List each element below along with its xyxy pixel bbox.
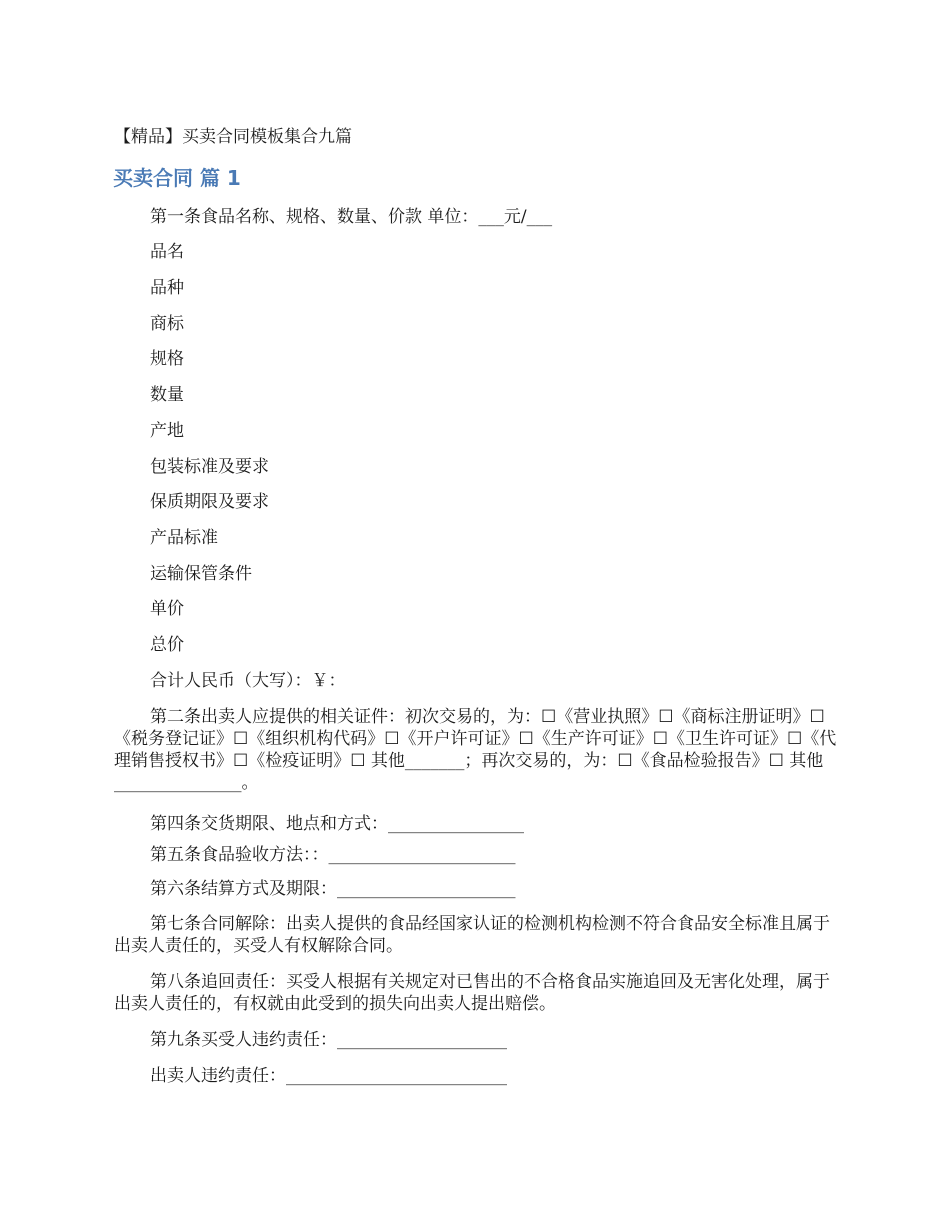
list-item: 规格 xyxy=(150,349,184,369)
list-item: 单价 xyxy=(150,599,184,619)
list-item: 商标 xyxy=(150,314,184,334)
article-6: 第六条结算方式及期限：_____________________ xyxy=(150,879,516,899)
article-2: 第二条出卖人应提供的相关证件：初次交易的，为：☐《营业执照》☐《商标注册证明》☐《税务登记证》☐《组织机构代码》☐《开户许可证》☐《生产许可证》☐《卫生许可证》☐《代理销售授权书》☐《检疫证明》☐ 其他_______；再次交易的，为：☐《食品检验报告》☐ 其他_______________。 xyxy=(114,707,837,793)
list-item: 品种 xyxy=(150,278,184,298)
list-item: 保质期限及要求 xyxy=(150,492,269,512)
list-item: 品名 xyxy=(150,242,184,262)
list-item: 数量 xyxy=(150,385,184,405)
article-7: 第七条合同解除：出卖人提供的食品经国家认证的检测机构检测不符合食品安全标准且属于出卖人责任的，买受人有权解除合同。 xyxy=(114,914,830,956)
article-8: 第八条追回责任：买受人根据有关规定对已售出的不合格食品实施追回及无害化处理，属于出卖人责任的，有权就由此受到的损失向出卖人提出赔偿。 xyxy=(114,972,830,1014)
list-item: 总价 xyxy=(150,635,184,655)
section-heading: 买卖合同 篇 1 xyxy=(113,166,241,190)
list-item: 产品标准 xyxy=(150,528,218,548)
document-title: 【精品】买卖合同模板集合九篇 xyxy=(114,127,352,147)
article-4: 第四条交货期限、地点和方式：________________ xyxy=(150,814,524,834)
list-item: 产地 xyxy=(150,421,184,441)
article-9: 第九条买受人违约责任：____________________ xyxy=(150,1030,507,1050)
article-1: 第一条食品名称、规格、数量、价款 单位：___元/___ xyxy=(150,207,553,227)
article-5: 第五条食品验收方法：：______________________ xyxy=(150,845,516,865)
list-item: 包装标准及要求 xyxy=(150,457,269,477)
total-rmb: 合计人民币（大写）：￥： xyxy=(150,671,346,691)
list-item: 运输保管条件 xyxy=(150,564,252,584)
seller-liability: 出卖人违约责任：__________________________ xyxy=(150,1066,507,1086)
